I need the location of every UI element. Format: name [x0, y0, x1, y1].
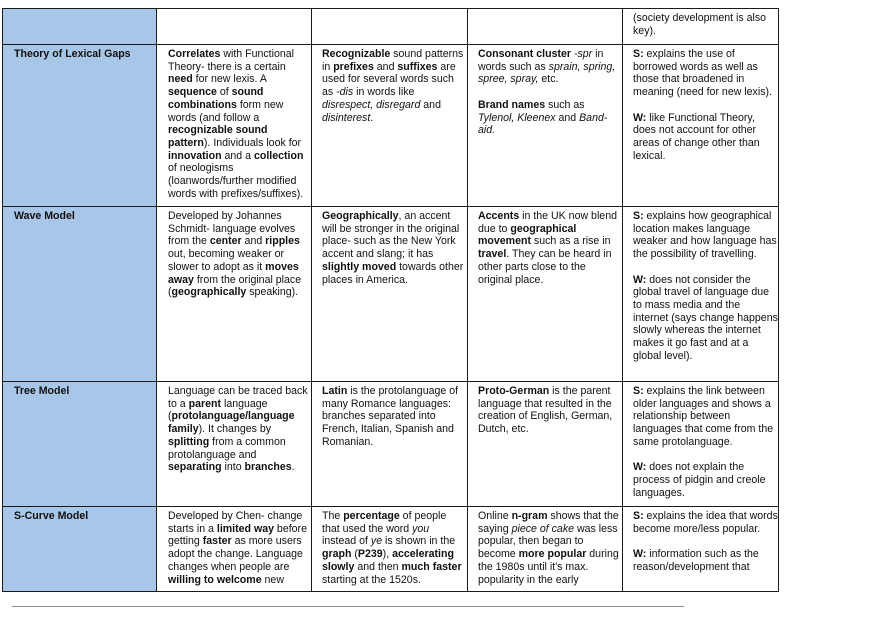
table-cell: [312, 507, 468, 592]
text-run: etc.: [538, 73, 559, 86]
footer-divider: [12, 606, 684, 607]
text-run: (society development is also key).: [633, 12, 767, 37]
bold-text: protolanguage/language family: [168, 410, 295, 436]
row-label: [3, 9, 157, 45]
text-run: ). It changes by: [198, 423, 272, 436]
table-cell: [623, 207, 779, 382]
text-run: in the UK now blend due to: [478, 210, 617, 235]
row-label: Wave Model: [3, 207, 157, 382]
text-run: of people that used the word: [322, 510, 447, 535]
table-row: [3, 45, 779, 207]
text-run: out, becoming weaker or slower to adopt as it: [168, 248, 285, 273]
text-run: (: [351, 548, 358, 561]
bold-text: suffixes: [397, 60, 438, 73]
text-run: is shown in the: [382, 535, 456, 548]
table-cell: [623, 507, 779, 592]
bold-text: sequence: [168, 86, 217, 99]
text-run: during the 1980s until it's max. popularity in the early: [478, 548, 619, 586]
italic-text: piece of cake: [511, 522, 575, 535]
bold-text: branches: [244, 461, 292, 474]
bold-text: moves away: [168, 260, 299, 286]
text-run: Developed by Johannes Schmidt- language evolves from the: [168, 210, 296, 248]
bold-text: S:: [633, 385, 644, 397]
table-cell: [468, 45, 623, 207]
text-run: explains the use of borrowed words as well as those that broadened in meaning (need for new lexis).: [633, 48, 772, 99]
text-run: , an accent will be stronger in the original place- such as the New York accent and slang; it has: [322, 210, 460, 261]
bold-text: slightly moved: [322, 260, 397, 273]
table-cell: [623, 9, 779, 45]
table-cell: [468, 382, 623, 507]
text-run: of neologisms (loanwords/further modified words with prefixes/suffixes).: [168, 162, 304, 200]
bold-text: geographical movement: [478, 222, 577, 248]
table-cell: [157, 45, 312, 207]
text-run: ). Individuals look for: [203, 136, 302, 149]
bold-text: Accents: [478, 210, 520, 222]
text-run: .: [291, 461, 295, 474]
bold-text: center: [209, 235, 242, 248]
text-run: for new lexis. A: [192, 73, 267, 86]
bold-text: splitting: [168, 435, 210, 448]
cell-paragraph: [633, 274, 778, 363]
cell-paragraph: [322, 210, 465, 286]
italic-text: disrespect, disregard: [322, 98, 421, 111]
cell-paragraph: [633, 510, 778, 535]
text-run: such as a rise in: [530, 235, 611, 248]
text-run: .: [370, 111, 374, 124]
text-run: is the parent language that resulted in the creation of English, German, Dutch, etc.: [478, 385, 613, 436]
bold-text: n-gram: [511, 510, 548, 522]
text-run: towards other places in America.: [322, 260, 464, 286]
row-label: Theory of Lexical Gaps: [3, 45, 157, 207]
cell-paragraph: [322, 48, 465, 124]
cell-paragraph: [478, 48, 620, 86]
bold-text: faster: [202, 535, 232, 548]
text-run: language (: [168, 397, 268, 423]
bold-text: W:: [633, 461, 647, 474]
table-cell: [312, 207, 468, 382]
bold-text: graph: [322, 548, 352, 561]
cell-paragraph: [633, 548, 778, 573]
bold-text: Proto-German: [478, 385, 550, 397]
text-run: . They can be heard in other parts close to the original place.: [478, 248, 612, 286]
row-label: S-Curve Model: [3, 507, 157, 592]
bold-text: much faster: [401, 560, 462, 573]
text-run: does not consider the global travel of language due to mass media and the internet (says change happens slowly whereas the internet makes it go fast and at a global level).: [633, 273, 778, 362]
text-run: in words like: [353, 86, 415, 99]
italic-text: Band-aid.: [478, 111, 608, 137]
bold-text: Recognizable: [322, 48, 391, 60]
bold-text: need: [168, 73, 193, 86]
bold-text: limited way: [216, 522, 274, 535]
bold-text: travel: [478, 248, 507, 261]
italic-text: -dis: [336, 86, 354, 99]
table-cell: [312, 9, 468, 45]
cell-paragraph: [322, 385, 465, 449]
text-run: in words such as: [478, 48, 604, 73]
text-run: before getting: [168, 522, 307, 548]
text-run: with Functional Theory- there is a certain: [168, 48, 295, 73]
row-label: Tree Model: [3, 382, 157, 507]
table-cell: [157, 507, 312, 592]
cell-paragraph: [478, 510, 620, 586]
text-run: and: [241, 235, 266, 248]
bold-text: innovation: [168, 149, 222, 162]
cell-paragraph: [633, 461, 778, 499]
table-cell: [623, 45, 779, 207]
italic-text: ye: [370, 535, 383, 548]
bold-text: more popular: [518, 548, 587, 561]
text-run: explains the link between older languages and shows a relationship between languages that come from the same protolanguage.: [633, 385, 774, 448]
text-run: like Functional Theory, does not account for other areas of change other than lexical.: [633, 111, 760, 162]
table-cell: [312, 382, 468, 507]
text-run: information such as the reason/development that: [633, 548, 759, 573]
text-run: starting at the 1520s.: [322, 573, 421, 586]
table-cell: [468, 507, 623, 592]
table-row: [3, 207, 779, 382]
cell-paragraph: [633, 112, 778, 163]
text-run: is the protolanguage of many Romance languages: branches separated into French, Italian, Spanish and Romanian.: [322, 385, 459, 448]
bold-text: Geographically: [322, 210, 399, 222]
text-run: of: [216, 86, 232, 99]
cell-paragraph: [478, 385, 620, 436]
cell-paragraph: [478, 99, 620, 137]
bold-text: prefixes: [333, 60, 374, 73]
text-run: from the original place (: [168, 273, 302, 299]
bold-text: sound combinations: [168, 86, 264, 111]
bold-text: percentage: [343, 510, 400, 522]
bold-text: P239: [357, 548, 383, 561]
table-cell: [468, 9, 623, 45]
table-cell: [157, 207, 312, 382]
comparison-table: [2, 8, 779, 592]
bold-text: collection: [253, 149, 304, 162]
bold-text: Correlates: [168, 48, 221, 60]
bold-text: ripples: [265, 235, 300, 248]
italic-text: -spr: [573, 48, 593, 60]
cell-paragraph: [168, 48, 309, 200]
text-run: The: [322, 510, 344, 522]
cell-paragraph: [322, 510, 465, 586]
text-run: new: [261, 573, 284, 586]
text-run: explains the idea that words become more/less popular.: [633, 510, 778, 535]
text-run: explains how geographical location makes language weaker and how language has the possibility of travelling.: [633, 210, 777, 261]
italic-text: Tylenol, Kleenex: [478, 111, 556, 124]
cell-paragraph: [633, 385, 778, 449]
bold-text: Consonant cluster: [478, 48, 572, 60]
text-run: ),: [382, 548, 393, 561]
bold-text: S:: [633, 48, 644, 60]
bold-text: W:: [633, 111, 647, 124]
bold-text: geographically: [171, 286, 247, 299]
text-run: does not explain the process of pidgin and creole languages.: [633, 461, 766, 499]
text-run: and: [555, 111, 580, 124]
text-run: and: [420, 98, 441, 111]
bold-text: separating: [168, 461, 222, 474]
text-run: Online: [478, 510, 512, 522]
table-row: [3, 382, 779, 507]
text-run: and then: [354, 560, 402, 573]
text-run: from a common protolanguage and: [168, 435, 286, 461]
table-cell: [468, 207, 623, 382]
text-run: speaking).: [246, 286, 299, 299]
text-run: shows that the saying: [478, 510, 619, 535]
table-cell: [157, 9, 312, 45]
cell-paragraph: [633, 48, 778, 99]
bold-text: accelerating slowly: [322, 548, 454, 573]
bold-text: S:: [633, 510, 644, 522]
cell-paragraph: [633, 210, 778, 261]
italic-text: sprain, spring, spree, spray,: [478, 60, 616, 86]
table-row: [3, 9, 779, 45]
text-run: instead of: [322, 535, 371, 548]
italic-text: disinterest: [322, 111, 371, 124]
bold-text: Latin: [322, 385, 348, 397]
italic-text: you: [412, 522, 430, 535]
text-run: into: [221, 461, 245, 474]
text-run: Developed by Chen- change starts in a: [168, 510, 303, 535]
bold-text: parent: [188, 397, 222, 410]
text-run: such as: [545, 98, 585, 111]
text-run: as more users adopt the change. Language changes when people are: [168, 535, 303, 573]
text-run: and: [373, 60, 398, 73]
bold-text: willing to welcome: [168, 573, 262, 586]
bold-text: recognizable sound pattern: [168, 124, 268, 149]
bold-text: S:: [633, 210, 644, 222]
text-run: was less popular, then began to become: [478, 522, 618, 561]
table-row: [3, 507, 779, 592]
cell-paragraph: [633, 12, 778, 37]
bold-text: Brand names: [478, 98, 546, 111]
text-run: and a: [221, 149, 254, 162]
text-run: Language can be traced back to a: [168, 385, 308, 410]
table-cell: [157, 382, 312, 507]
table-cell: [312, 45, 468, 207]
text-run: form new words (and follow a: [168, 98, 284, 124]
text-run: sound patterns in: [322, 48, 464, 73]
bold-text: W:: [633, 548, 647, 561]
cell-paragraph: [168, 510, 309, 586]
table-cell: [623, 382, 779, 507]
bold-text: W:: [633, 273, 647, 286]
cell-paragraph: [168, 210, 309, 299]
text-run: are used for several words such as: [322, 60, 456, 99]
cell-paragraph: [168, 385, 309, 474]
cell-paragraph: [478, 210, 620, 286]
